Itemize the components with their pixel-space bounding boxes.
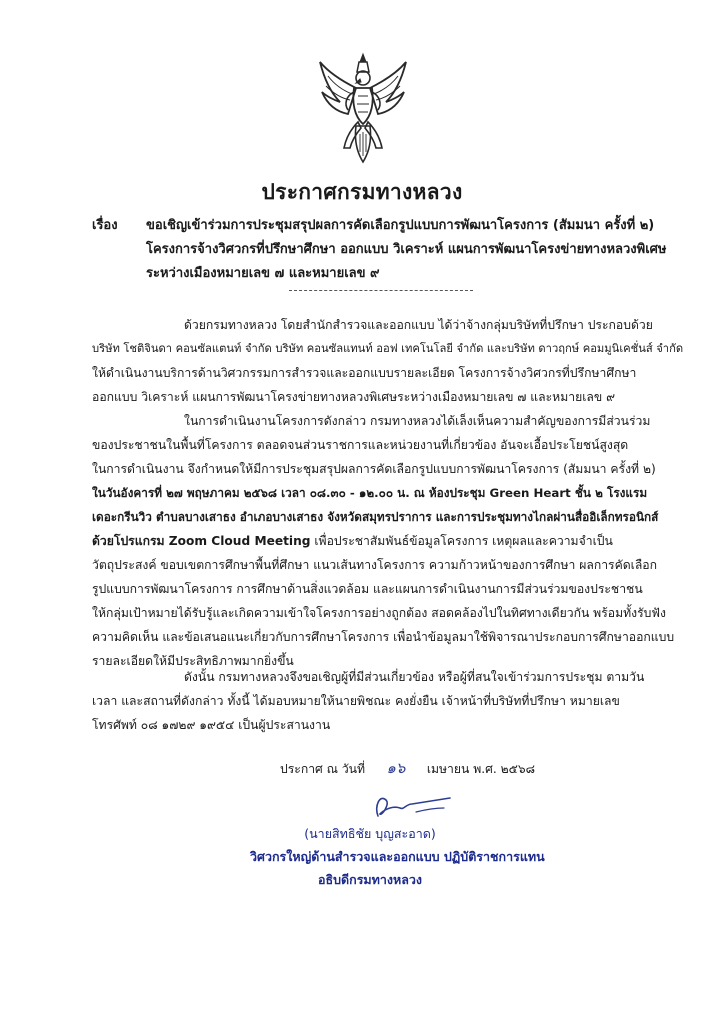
dashed-divider	[289, 290, 473, 291]
paragraph-line: ของประชาชนในพื้นที่โครงการ ตลอดจนส่วนราชการและหน่วยงานที่เกี่ยวข้อง อันจะเอื้อประโยชน์สูงสุด	[92, 438, 629, 452]
paragraph-line: ในการดำเนินงานโครงการดังกล่าว กรมทางหลวงได้เล็งเห็นความสำคัญของการมีส่วนร่วม	[184, 414, 651, 428]
subject-label: เรื่อง	[92, 218, 118, 233]
paragraph-line: ด้วยกรมทางหลวง โดยสำนักสำรวจและออกแบบ ได้ว่าจ้างกลุ่มบริษัทที่ปรึกษา ประกอบด้วย	[184, 318, 653, 332]
paragraph-line: ให้กลุ่มเป้าหมายได้รับรู้และเกิดความเข้าใจโครงการอย่างถูกต้อง สอดคล้องไปในทิศทางเดียวกัน พร้อมทั้งรับฟัง	[92, 606, 666, 620]
paragraph-invitation	[92, 665, 664, 737]
date-suffix: เมษายน พ.ศ. ๒๕๖๘	[426, 762, 536, 776]
paragraph-line: โทรศัพท์ ๐๘ ๑๗๒๙ ๑๙๕๔ เป็นผู้ประสานงาน	[92, 718, 331, 732]
paragraph-line: ออกแบบ วิเคราะห์ แผนการพัฒนาโครงข่ายทางหลวงพิเศษระหว่างเมืองหมายเลข ๗ และหมายเลข ๙	[92, 390, 615, 404]
meeting-platform: ด้วยโปรแกรม Zoom Cloud Meeting	[92, 534, 311, 548]
paragraph-line: รายละเอียดให้มีประสิทธิภาพมากยิ่งขึ้น	[92, 654, 294, 668]
paragraph-line: บริษัท โชติจินดา คอนซัลแตนท์ จำกัด บริษัท คอนซัลแทนท์ ออฟ เทคโนโลยี จำกัด และบริษัท ดาวฤกษ์ คอมมูนิเคชั่นส์ จำกัด	[92, 342, 684, 355]
paragraph-line: ให้ดำเนินงานบริการด้านวิศวกรรมการสำรวจและออกแบบรายละเอียด โครงการจ้างวิศวกรที่ปรึกษาศึกษา	[92, 366, 637, 380]
paragraph-meeting-details	[92, 409, 675, 673]
signatory-title: อธิบดีกรมทางหลวง	[317, 872, 423, 887]
paragraph-line	[92, 529, 664, 553]
subject-line: ขอเชิญเข้าร่วมการประชุมสรุปผลการคัดเลือกรูปแบบการพัฒนาโครงการ (สัมมนา ครั้งที่ ๒)	[146, 218, 655, 233]
paragraph-line: เวลา และสถานที่ดังกล่าว ทั้งนี้ ได้มอบหมายให้นายพิชณะ คงยั่งยืน เจ้าหน้าที่บริษัทที่ปรึกษา หมายเลข	[92, 694, 620, 708]
page-title: ประกาศกรมทางหลวง	[261, 180, 463, 204]
paragraph-introduction	[92, 313, 684, 409]
paragraph-line: ดังนั้น กรมทางหลวงจึงขอเชิญผู้ที่มีส่วนเกี่ยวข้อง หรือผู้ที่สนใจเข้าร่วมการประชุม ตามวัน	[184, 670, 645, 684]
paragraph-line: ในการดำเนินงาน จึงกำหนดให้มีการประชุมสรุปผลการคัดเลือกรูปแบบการพัฒนาโครงการ (สัมมนา ครั้งที่ ๒)	[92, 462, 656, 476]
signature-block	[250, 822, 545, 891]
announcement-date	[280, 756, 535, 780]
signatory-position: วิศวกรใหญ่ด้านสำรวจและออกแบบ ปฏิบัติราชการแทน	[250, 849, 545, 864]
garuda-emblem-icon	[316, 52, 410, 164]
subject-line: ระหว่างเมืองหมายเลข ๗ และหมายเลข ๙	[146, 266, 380, 281]
paragraph-line: ความคิดเห็น และข้อเสนอแนะเกี่ยวกับการศึกษาโครงการ เพื่อนำข้อมูลมาใช้พิจารณาประกอบการศึกษาออกแบบ	[92, 630, 675, 644]
handwritten-signature	[360, 786, 460, 826]
subject-line: โครงการจ้างวิศวกรที่ปรึกษาศึกษา ออกแบบ วิเคราะห์ แผนการพัฒนาโครงข่ายทางหลวงพิเศษ	[146, 242, 667, 257]
handwritten-day: ๑๖	[386, 759, 406, 777]
meeting-venue-line: เดอะกรีนวิว ตำบลบางเสาธง อำเภอบางเสาธง จังหวัดสมุทรปราการ และการประชุมทางไกลผ่านสื่ออิเล็กทรอนิกส์	[92, 510, 659, 524]
paragraph-text: เพื่อประชาสัมพันธ์ข้อมูลโครงการ เหตุผลและความจำเป็น	[310, 534, 613, 548]
signatory-name: (นายสิทธิชัย บุญสะอาด)	[304, 826, 436, 841]
paragraph-line: วัตถุประสงค์ ขอบเขตการศึกษาพื้นที่ศึกษา แนวเส้นทางโครงการ ความก้าวหน้าของการศึกษา ผลการคัดเลือก	[92, 558, 658, 572]
paragraph-line: รูปแบบการพัฒนาโครงการ การศึกษาด้านสิ่งแวดล้อม และแผนการดำเนินงานการมีส่วนร่วมของประชาชน	[92, 582, 643, 596]
meeting-date-line: ในวันอังคารที่ ๒๗ พฤษภาคม ๒๕๖๘ เวลา ๐๘.๓๐ - ๑๒.๐๐ น. ณ ห้องประชุม Green Heart ชั้น ๒ โรงแรม	[92, 486, 648, 500]
subject-text	[146, 214, 667, 286]
date-prefix: ประกาศ ณ วันที่	[280, 762, 366, 776]
